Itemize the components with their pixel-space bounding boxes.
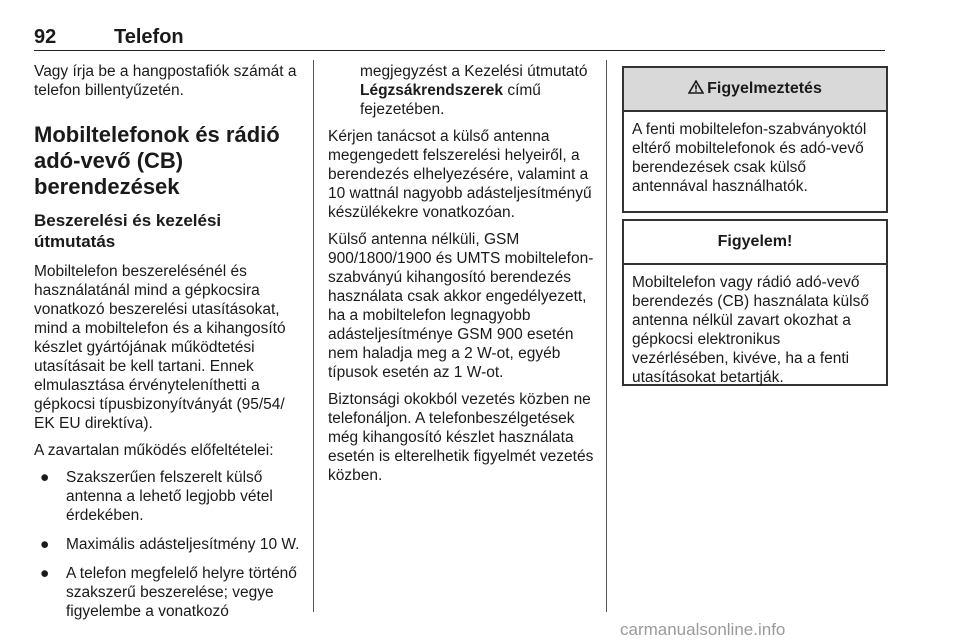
- list-item: ● Maximális adásteljesítmény 10 W.: [40, 536, 300, 553]
- continued-text-end: című fejezetében.: [360, 82, 541, 118]
- intro-text: Vagy írja be a hangpostafiók számát a telefon billentyűzetén.: [34, 63, 297, 99]
- warning-title-text: Figyelmeztetés: [707, 80, 822, 97]
- page-number: 92: [34, 26, 57, 48]
- list-item: ● Szakszerűen felszerelt külső antenna a lehető legjobb vétel érdekében.: [40, 469, 273, 524]
- prerequisites-list: [34, 468, 300, 621]
- warning-box: [622, 66, 888, 213]
- column-divider-2: [606, 60, 607, 612]
- installation-paragraph: Mobiltelefon beszerelésénél és használatánál mind a gépkocsira vonatkozó beszerelési utasításokat, mind a mobiltelefon és a kihangosító készlet gyártójának működtetési utasításait be kell tartani. Ennek elmulasztása érvényteleníthetti a gépkocsi típusbizonyítványát (95/54/ EK EU direktíva).: [34, 263, 286, 432]
- list-item: ● A telefon megfelelő helyre történő szakszerű beszerelése; vegye figyelembe a vonatkozó: [40, 565, 297, 620]
- warning-box-text: A fenti mobiltelefon-szabványoktól eltérő mobiltelefonok és adó-vevő berendezések csak külső antennával használhatók.: [632, 121, 867, 195]
- prerequisites-intro: A zavartalan működés előfeltételei:: [34, 442, 274, 459]
- column-left: [34, 62, 300, 631]
- safety-paragraph: Biztonsági okokból vezetés közben ne telefonáljon. A telefonbeszélgetések még kihangosító készlet használata esetén is elterelhetik figyelmét vezetés közben.: [328, 391, 594, 484]
- warning-box-title: [624, 68, 886, 112]
- antenna-advice-paragraph: Kérjen tanácsot a külső antenna megengedett felszerelési helyeiről, a berendezés elhelyezésére, valamint a 10 wattnál nagyobb adásteljesítményű készülékekre vonatkozóan.: [328, 128, 592, 221]
- manual-reference: Légzsákrendszerek: [360, 82, 504, 99]
- caution-box-text: Mobiltelefon vagy rádió adó-vevő berendezés (CB) használata külső antenna nélkül zavart okozhat a gépkocsi elektronikus vezérlésében, kivéve, ha a fenti utasításokat betartják.: [632, 274, 869, 386]
- page-header: [34, 26, 885, 52]
- list-item-text: Szakszerűen felszerelt külső antenna a lehető legjobb vétel érdekében.: [66, 469, 273, 524]
- list-item-text: Maximális adásteljesítmény 10 W.: [66, 536, 300, 553]
- caution-box-title: Figyelem!: [624, 221, 886, 265]
- handsfree-paragraph: Külső antenna nélküli, GSM 900/1800/1900 és UMTS mobiltelefon-szabványú kihangosító berendezés használata csak akkor engedélyezett, ha a mobiltelefon legnagyobb adásteljesítménye GSM 900 esetén nem haladja meg a 2 W-ot, egyéb típusok esetén az 1 W-ot.: [328, 231, 594, 381]
- caution-box: [622, 219, 888, 386]
- watermark: carmanualsonline.info: [620, 620, 786, 639]
- section-heading: Mobiltelefonok és rádió adó-vevő (CB) berendezések: [34, 122, 280, 199]
- column-divider-1: [313, 60, 314, 612]
- column-middle: [328, 62, 594, 493]
- continued-text: megjegyzést a Kezelési útmutató: [360, 63, 588, 80]
- continued-paragraph: [328, 62, 594, 119]
- header-divider: [34, 50, 885, 51]
- page-title: Telefon: [114, 26, 184, 48]
- warning-triangle-icon: [688, 80, 704, 94]
- list-item-text: A telefon megfelelő helyre történő szakszerű beszerelése; vegye figyelembe a vonatkozó: [66, 565, 297, 620]
- section-subheading: Beszerelési és kezelési útmutatás: [34, 211, 222, 251]
